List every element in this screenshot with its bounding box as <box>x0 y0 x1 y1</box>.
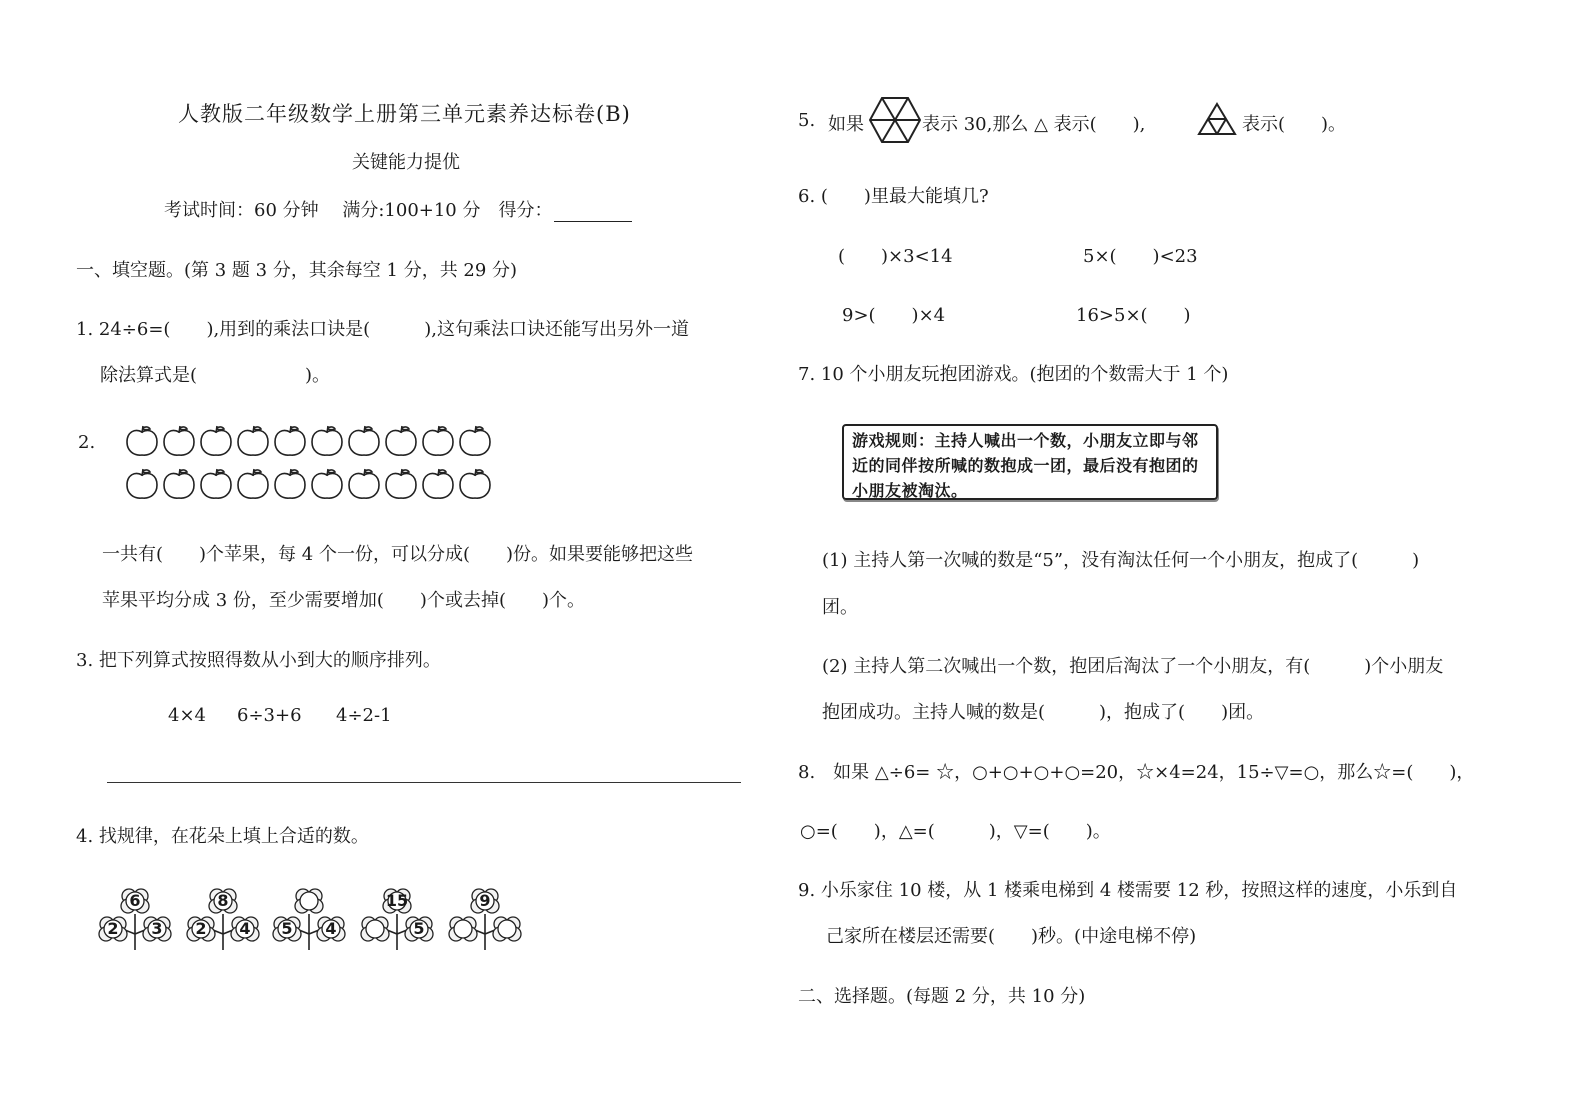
apple-icon <box>458 467 492 501</box>
q7-p2-line2: 抱团成功。主持人喊的数是( )，抱成了( )团。 <box>822 702 1265 723</box>
q6-item: 9>( )×4 <box>842 305 946 326</box>
flower-icon <box>360 884 434 954</box>
apple-icon <box>421 467 455 501</box>
q6-item: ( )×3<14 <box>838 246 953 267</box>
flower-icon <box>98 884 172 954</box>
flower-right-number: 4 <box>325 919 337 938</box>
q3-expr2: 6÷3+6 <box>237 705 302 726</box>
apple-icon <box>384 467 418 501</box>
q2-line2: 苹果平均分成 3 份，至少需要增加( )个或去掉( )个。 <box>102 590 585 611</box>
q6-item: 16>5×( ) <box>1076 305 1191 326</box>
apple-icon <box>347 467 381 501</box>
q1-line2: 除法算式是( )。 <box>100 365 331 386</box>
q2-line1: 一共有( )个苹果，每 4 个一份，可以分成( )份。如果要能够把这些 <box>102 544 693 565</box>
apple-icon <box>236 424 270 458</box>
apple-icon <box>199 467 233 501</box>
q6-item: 5×( )<23 <box>1083 246 1198 267</box>
q5-text-b: 表示 30,那么 △ 表示( ), <box>922 114 1146 135</box>
q3-expr1: 4×4 <box>168 705 206 726</box>
apple-icon <box>273 467 307 501</box>
apple-icon <box>236 467 270 501</box>
flower-right-number: 3 <box>151 919 163 938</box>
q4-prompt: 4. 找规律，在花朵上填上合适的数。 <box>76 826 369 847</box>
section2-heading: 二、选择题。(每题 2 分，共 10 分) <box>798 986 1086 1007</box>
q1-line1: 1. 24÷6=( ),用到的乘法口诀是( ),这句乘法口诀还能写出另外一道 <box>76 319 689 340</box>
apple-icon <box>347 424 381 458</box>
apple-icon <box>310 424 344 458</box>
q7-prompt: 7. 10 个小朋友玩抱团游戏。(抱团的个数需大于 1 个) <box>798 364 1229 385</box>
q6-prompt: 6. ( )里最大能填几? <box>798 186 989 207</box>
q8-line2: ○=( )，△=( )，▽=( )。 <box>800 821 1111 842</box>
section1-heading: 一、填空题。(第 3 题 3 分，其余每空 1 分，共 29 分) <box>76 260 518 281</box>
q3-prompt: 3. 把下列算式按照得数从小到大的顺序排列。 <box>76 650 441 671</box>
game-rule-box: 游戏规则：主持人喊出一个数，小朋友立即与邻近的同伴按所喊的数抱成一团，最后没有抱团的小朋友被淘汰。 <box>842 424 1218 500</box>
page-subtitle: 关键能力提优 <box>352 152 460 173</box>
q9-line2: 己家所在楼层还需要( )秒。(中途电梯不停) <box>826 926 1197 947</box>
flower-icon <box>272 884 346 954</box>
q7-p1-line2: 团。 <box>822 597 858 618</box>
apple-icon <box>273 424 307 458</box>
q3-answer-line[interactable] <box>107 782 741 783</box>
flower-top-number: 15 <box>385 891 409 910</box>
q5-number: 5. <box>798 110 816 131</box>
flower-icon <box>448 884 522 954</box>
apple-icon <box>458 424 492 458</box>
flower-right-number: 5 <box>413 919 425 938</box>
q5-text-c: 表示( )。 <box>1242 114 1347 135</box>
apple-icon <box>125 467 159 501</box>
triangle-of-triangles-icon <box>1197 102 1237 136</box>
hexagon-icon <box>869 96 921 144</box>
flower-top-number: 6 <box>129 891 141 910</box>
exam-info-text: 考试时间：60 分钟 满分:100+10 分 得分： <box>164 200 553 221</box>
apple-icon <box>162 467 196 501</box>
flower-right-number: 4 <box>239 919 251 938</box>
q8-line1: 8. 如果 △÷6= ☆，○+○+○+○=20，☆×4=24，15÷▽=○，那么☆=( )， <box>798 762 1475 783</box>
score-blank[interactable] <box>554 203 632 222</box>
flower-top-number: 8 <box>217 891 229 910</box>
q2-number: 2. <box>78 432 96 453</box>
apple-icon <box>199 424 233 458</box>
apple-icon <box>125 424 159 458</box>
apple-icon <box>310 467 344 501</box>
flower-left-number: 5 <box>281 919 293 938</box>
q9-line1: 9. 小乐家住 10 楼，从 1 楼乘电梯到 4 楼需要 12 秒，按照这样的速度，小乐到自 <box>798 880 1458 901</box>
q7-p2-line1: (2) 主持人第二次喊出一个数，抱团后淘汰了一个小朋友，有( )个小朋友 <box>822 656 1444 677</box>
flower-left-number: 2 <box>195 919 207 938</box>
flower-top-number: 9 <box>479 891 491 910</box>
q3-expr3: 4÷2-1 <box>336 705 392 726</box>
q7-p1-line1: (1) 主持人第一次喊的数是“5”，没有淘汰任何一个小朋友，抱成了( ) <box>822 550 1420 571</box>
apple-icon <box>162 424 196 458</box>
q5-text-a: 如果 <box>828 114 864 135</box>
exam-info <box>164 196 632 222</box>
apple-icon <box>421 424 455 458</box>
apple-icon <box>384 424 418 458</box>
flower-left-number: 2 <box>107 919 119 938</box>
flower-icon <box>186 884 260 954</box>
page-title: 人教版二年级数学上册第三单元素养达标卷(B) <box>178 102 631 126</box>
